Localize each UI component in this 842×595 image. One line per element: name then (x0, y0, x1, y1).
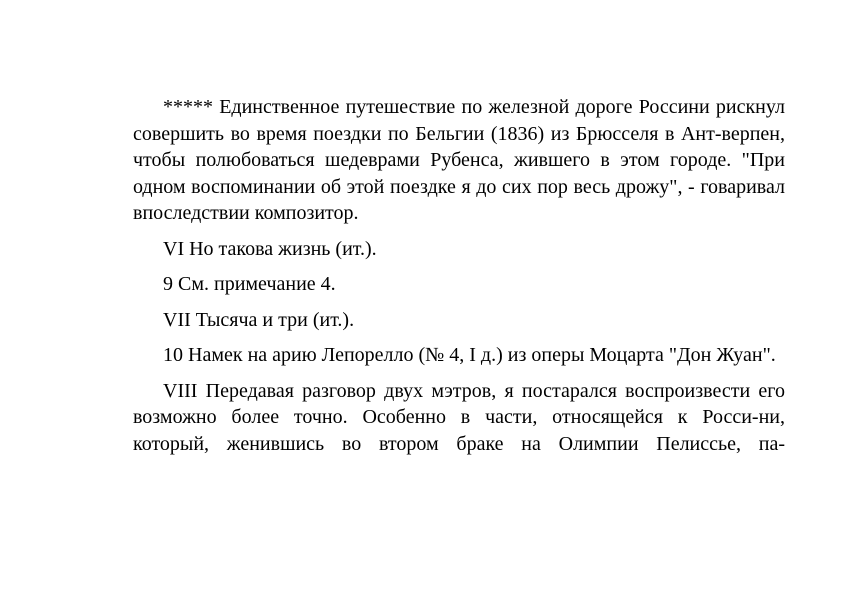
footnote-viii: VIII Передавая разговор двух мэтров, я постарался воспроизвести его возможно более точно. Особенно в части, относящейся к Росси-ни, который, женившись во втором браке на Олимпии Пелиссье, па- (133, 379, 785, 455)
footnotes-text-block (133, 94, 785, 466)
footnote-rossini-railway-journey: ***** Единственное путешествие по железной дороге Россини рискнул совершить во время поездки по Бельгии (1836) из Брюсселя в Ант-верпен, чтобы полюбоваться шедеврами Рубенса, жившего в этом городе. "При одном воспоминании об этой поездке я до сих пор весь дрожу", - говаривал впоследствии композитор. (133, 96, 785, 224)
footnote-vii: VII Тысяча и три (ит.). (163, 308, 355, 331)
footnote-9: 9 См. примечание 4. (163, 273, 336, 295)
footnote-10: 10 Намек на арию Лепорелло (№ 4, I д.) из оперы Моцарта "Дон Жуан". (163, 344, 776, 366)
footnote-vi: VI Но такова жизнь (ит.). (163, 237, 377, 260)
